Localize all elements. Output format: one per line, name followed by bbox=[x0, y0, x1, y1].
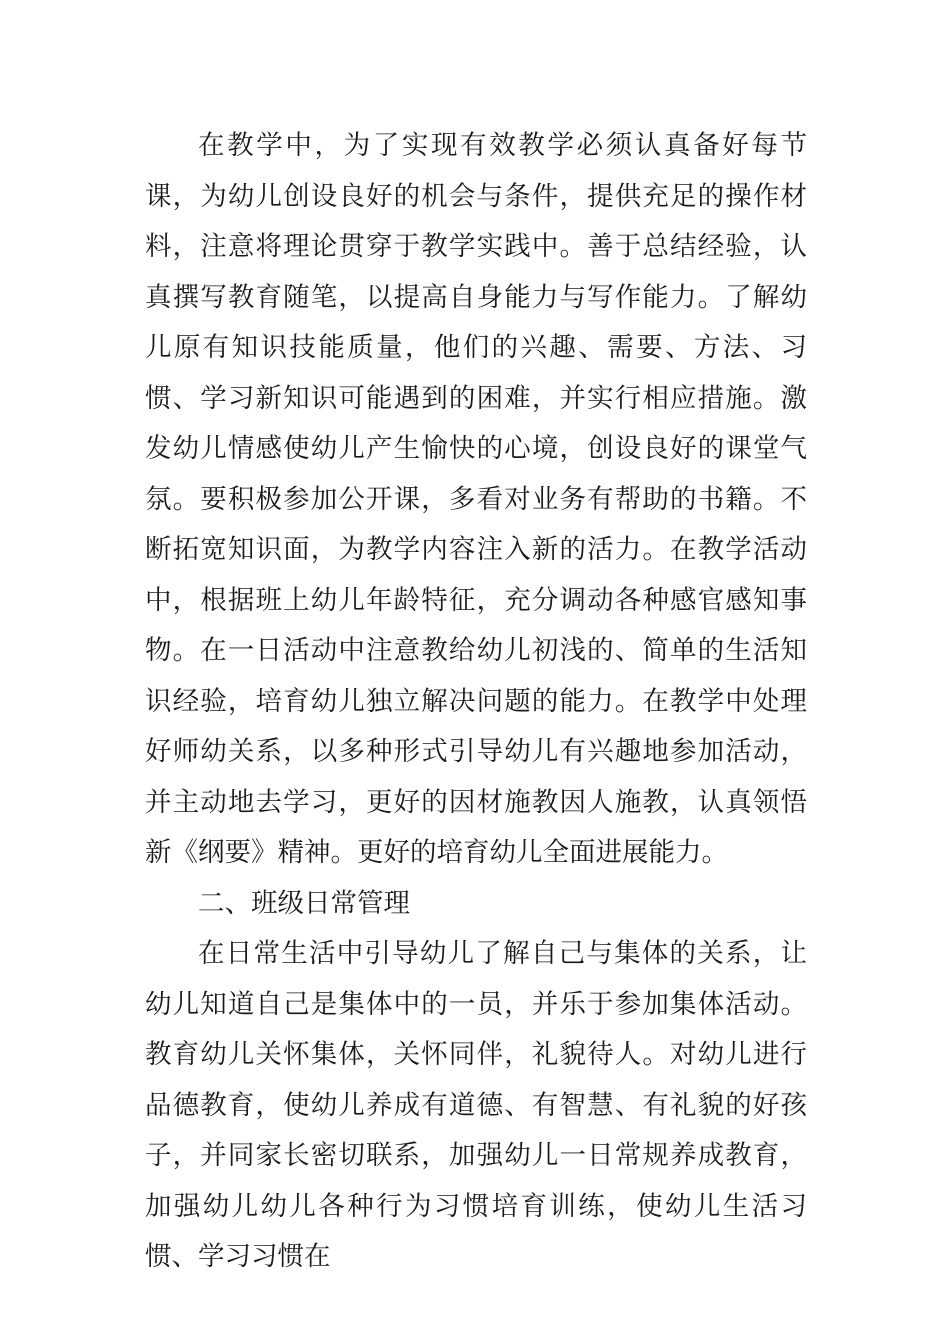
section-heading-class-management: 二、班级日常管理 bbox=[198, 887, 410, 919]
paragraph-teaching: 在教学中，为了实现有效教学必须认真备好每节课，为幼儿创设良好的机会与条件，提供充足的操作材料，注意将理论贯穿于教学实践中。善于总结经验，认真撰写教育随笔，以提高自身能力与写作能力。了解幼儿原有知识技能质量，他们的兴趣、需要、方法、习惯、学习新知识可能遇到的困难，并实行相应措施。激发幼儿情感使幼儿产生愉快的心境，创设良好的课堂气氛。要积极参加公开课，多看对业务有帮助的书籍。不断拓宽知识面，为教学内容注入新的活力。在教学活动中，根据班上幼儿年龄特征，充分调动各种感官感知事物。在一日活动中注意教给幼儿初浅的、简单的生活知识经验，培育幼儿独立解决问题的能力。在教学中处理好师幼关系，以多种形式引导幼儿有兴趣地参加活动，并主动地去学习，更好的因材施教因人施教，认真领悟新《纲要》精神。更好的培育幼儿全面进展能力。 bbox=[145, 130, 807, 868]
paragraph-daily-life: 在日常生活中引导幼儿了解自己与集体的关系，让幼儿知道自己是集体中的一员，并乐于参加集体活动。教育幼儿关怀集体，关怀同伴，礼貌待人。对幼儿进行品德教育，使幼儿养成有道德、有智慧、有礼貌的好孩子，并同家长密切联系，加强幼儿一日常规养成教育，加强幼儿幼儿各种行为习惯培育训练，使幼儿生活习惯、学习习惯在 bbox=[145, 938, 807, 1272]
document-body bbox=[145, 121, 807, 1283]
